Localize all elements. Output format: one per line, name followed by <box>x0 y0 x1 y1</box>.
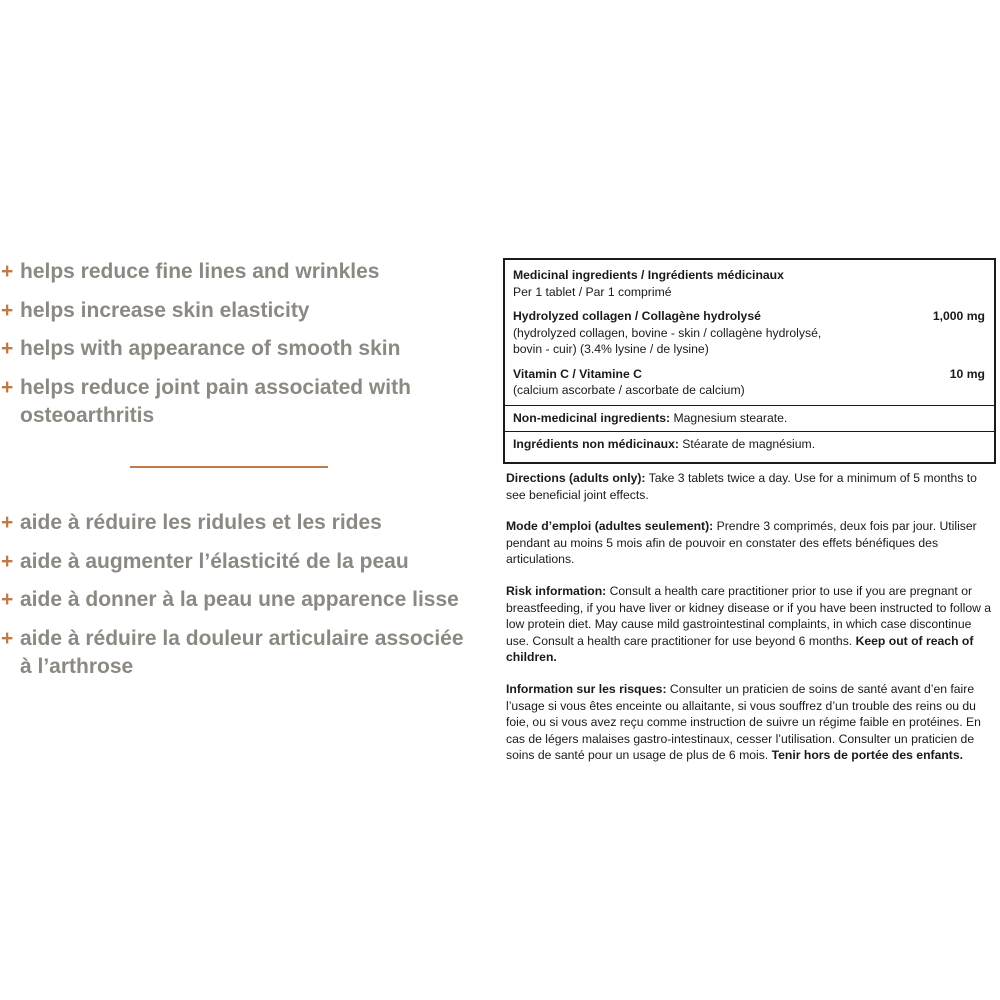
claim-text: aide à donner à la peau une apparence lisse <box>20 588 459 611</box>
medicinal-section <box>505 260 994 405</box>
claim-item <box>0 586 480 614</box>
claim-text: helps with appearance of smooth skin <box>20 337 401 360</box>
risk-fr-warning: Tenir hors de portée des enfants. <box>771 748 964 763</box>
non-medicinal-en <box>505 406 994 432</box>
plus-icon: + <box>1 511 14 534</box>
risk-fr-text: Consulter un praticien de soins de santé avant d’en faire l’usage si vous êtes enceinte ou allaitante, si vous souffrez d’un trouble des reins ou du foie, ou si vous avez reçu comme instruction de suivre un régime faible en protéines. En cas de légers malaises gastro-intestinaux, cesser l’utilisation. Consulter un praticien de soins de santé pour un usage de plus de 6 mois. <box>506 681 981 763</box>
claim-item <box>0 625 480 681</box>
claim-text: helps reduce fine lines and wrinkles <box>20 260 380 283</box>
claim-text: helps increase skin elasticity <box>20 298 310 322</box>
claim-item <box>0 548 480 576</box>
directions-en-label: Directions (adults only): <box>506 471 646 485</box>
risk-fr-label: Information sur les risques: <box>506 681 667 696</box>
plus-icon: + <box>1 626 14 650</box>
ingredient-name: Hydrolyzed collagen / Collagène hydrolysé <box>513 309 761 323</box>
risk-en-text: Consult a health care practitioner prior to use if you are pregnant or breastfeeding, if you have liver or kidney disease or if you have been instructed to follow a low protein diet. May cause mild gastrointestinal complaints, in which case discontinue use. Consult a health care practitioner for use beyond 6 months. <box>506 583 992 648</box>
non-medicinal-fr-value: Stéarate de magnésium. <box>678 437 816 451</box>
ingredient-amount: 1,000 mg <box>932 309 985 323</box>
risk-en-label: Risk information: <box>506 583 607 598</box>
ingredient-detail: (calcium ascorbate / ascorbate de calcium) <box>513 383 745 397</box>
non-medicinal-en-value: Magnesium stearate. <box>670 410 788 425</box>
plus-icon: + <box>1 549 14 573</box>
serving-size: Per 1 tablet / Par 1 comprimé <box>513 284 672 299</box>
medicinal-heading: Medicinal ingredients / Ingrédients médicinaux <box>513 268 784 282</box>
section-divider <box>130 466 328 468</box>
ingredient-row <box>513 308 985 358</box>
directions-fr-label: Mode d’emploi (adultes seulement): <box>506 519 714 534</box>
directions-fr-text: Prendre 3 comprimés, deux fois par jour. Utiliser pendant au moins 5 mois afin de pouvoir en constater des effets bénéfiques des articulations. <box>506 519 977 567</box>
claim-item <box>0 297 480 325</box>
ingredient-row <box>513 366 985 405</box>
label-notes <box>506 470 994 779</box>
plus-icon: + <box>1 588 14 611</box>
non-medicinal-fr-label: Ingrédients non médicinaux: <box>513 437 679 451</box>
plus-icon: + <box>1 260 14 283</box>
directions-en <box>506 470 994 503</box>
ingredient-name: Vitamin C / Vitamine C <box>513 366 642 381</box>
plus-icon: + <box>1 298 14 322</box>
claims-english <box>0 258 480 440</box>
claim-text: helps reduce joint pain associated with osteoarthritis <box>20 375 411 427</box>
claim-item <box>0 335 480 363</box>
claim-text: aide à réduire la douleur articulaire associée à l’arthrose <box>20 626 464 678</box>
claims-french <box>0 509 480 691</box>
risk-fr <box>506 681 994 764</box>
ingredient-amount: 10 mg <box>949 366 985 381</box>
ingredients-panel <box>503 258 996 464</box>
claim-item <box>0 509 480 537</box>
plus-icon: + <box>1 375 14 399</box>
risk-en-warning: Keep out of reach of children. <box>506 633 974 665</box>
claim-text: aide à augmenter l’élasticité de la peau <box>20 549 409 573</box>
non-medicinal-en-label: Non-medicinal ingredients: <box>513 410 671 425</box>
directions-en-text: Take 3 tablets twice a day. Use for a minimum of 5 months to see beneficial joint effects. <box>506 471 977 502</box>
directions-fr <box>506 518 994 568</box>
non-medicinal-fr <box>505 432 994 453</box>
risk-en <box>506 583 994 666</box>
claim-item <box>0 258 480 286</box>
ingredient-detail: (hydrolyzed collagen, bovine - skin / collagène hydrolysé, bovin - cuir) (3.4% lysine / de lysine) <box>513 325 822 356</box>
claim-item <box>0 374 480 430</box>
plus-icon: + <box>1 337 14 360</box>
claim-text: aide à réduire les ridules et les rides <box>20 511 382 534</box>
